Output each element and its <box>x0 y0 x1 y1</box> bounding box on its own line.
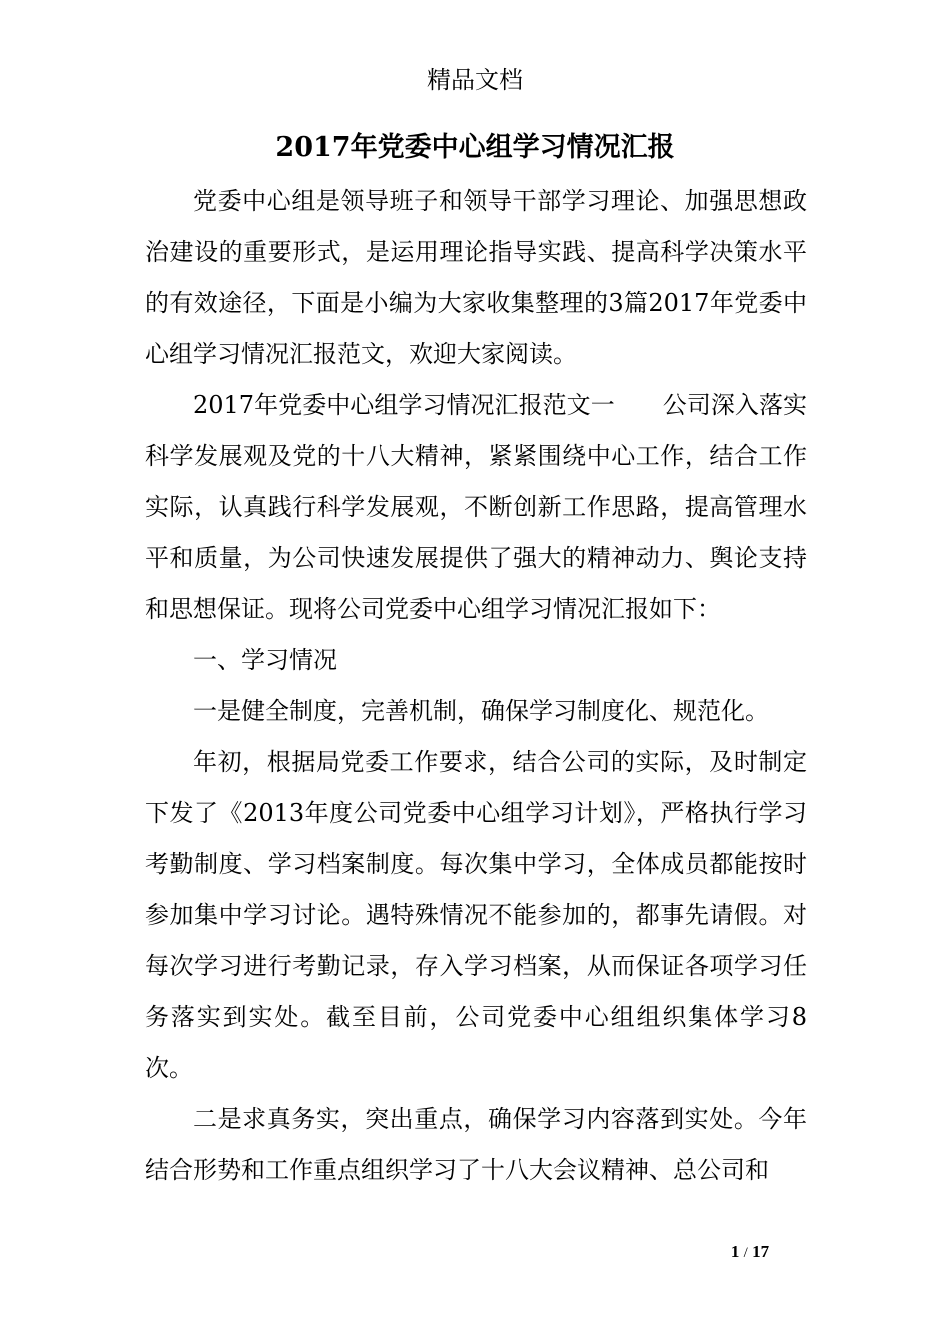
document-body <box>145 176 807 1196</box>
page-separator: / <box>743 1245 748 1261</box>
paragraph-point-two: 二是求真务实，突出重点，确保学习内容落到实处。今年结合形势和工作重点组织学习了十八大会议精神、总公司和 <box>145 1105 807 1184</box>
page-current: 1 <box>730 1242 740 1261</box>
section-heading: 2017年党委中心组学习情况汇报范文一 <box>193 391 615 419</box>
paragraph-point-one: 一是健全制度，完善机制，确保学习制度化、规范化。 <box>193 697 769 725</box>
page-total: 17 <box>752 1242 770 1261</box>
section-opening-text: 公司深入落实科学发展观及党的十八大精神，紧紧围绕中心工作，结合工作实际，认真践行科学发展观，不断创新工作思路，提高管理水平和质量，为公司快速发展提供了强大的精神动力、舆论支持和思想保证。现将公司党委中心组学习情况汇报如下： <box>145 391 808 623</box>
page-header: 精品文档 <box>427 66 523 94</box>
paragraph-subheading: 一、学习情况 <box>193 646 337 674</box>
paragraph-intro: 党委中心组是领导班子和领导干部学习理论、加强思想政治建设的重要形式，是运用理论指导实践、提高科学决策水平的有效途径，下面是小编为大家收集整理的3篇2017年党委中心组学习情况汇报范文，欢迎大家阅读。 <box>145 187 807 368</box>
document-title: 2017年党委中心组学习情况汇报 <box>275 132 675 163</box>
paragraph-section-heading <box>145 380 807 635</box>
paragraph-point-one-detail: 年初，根据局党委工作要求，结合公司的实际，及时制定下发了《2013年度公司党委中心组学习计划》，严格执行学习考勤制度、学习档案制度。每次集中学习，全体成员都能按时参加集中学习讨论。遇特殊情况不能参加的，都事先请假。对每次学习进行考勤记录，存入学习档案，从而保证各项学习任务落实到实处。截至目前，公司党委中心组组织集体学习8次。 <box>145 748 807 1082</box>
page-number <box>700 1240 800 1265</box>
